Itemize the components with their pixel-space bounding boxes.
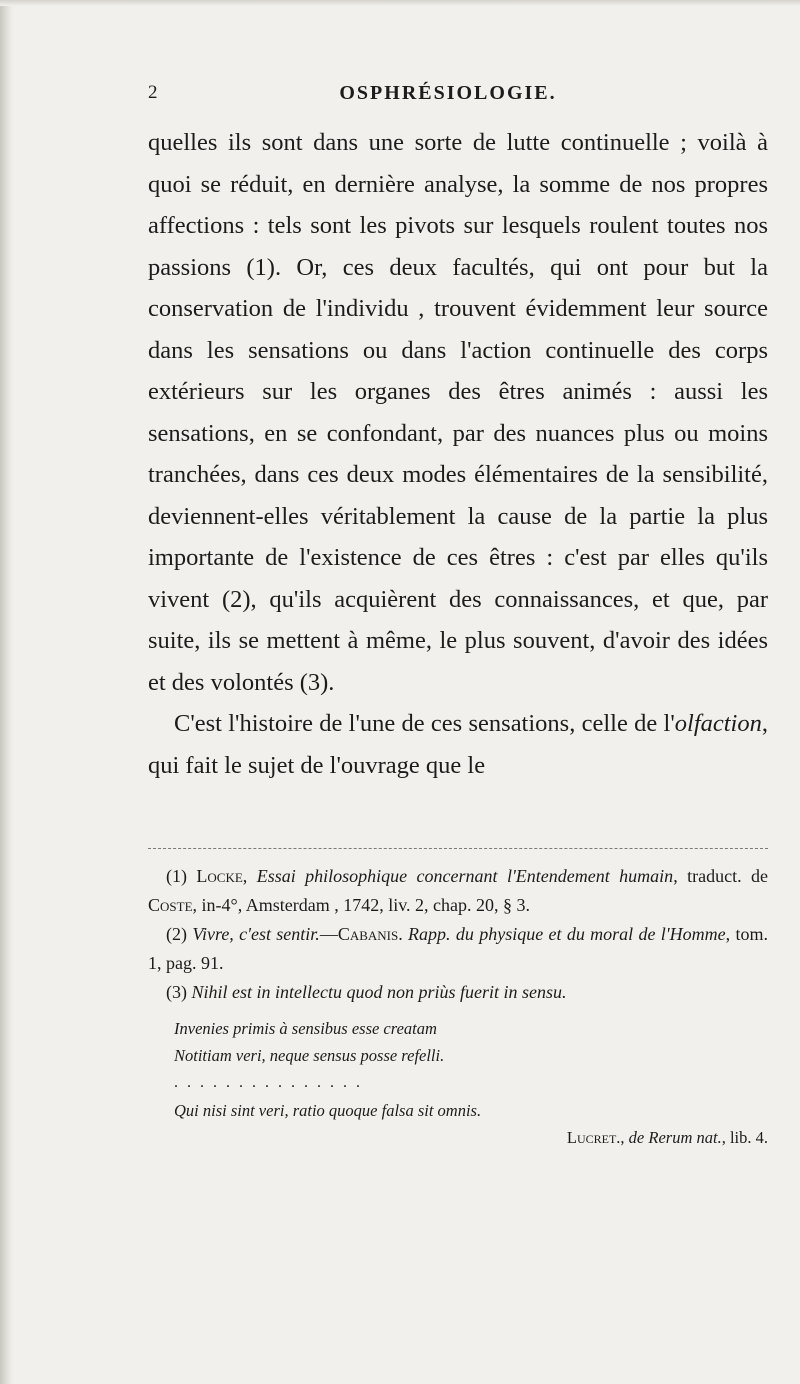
footnote-2-label: (2) (166, 924, 193, 944)
paragraph-2-start: C'est l'histoire de l'une de ces sensations, celle de l' (174, 710, 675, 737)
page-top-edge (0, 0, 800, 6)
verse-source-author: Lucret. (566, 1128, 621, 1147)
footnote-1-text-b: , in-4°, Amsterdam , 1742, liv. 2, chap. 20, § 3. (192, 895, 531, 915)
verse-line-3: Qui nisi sint veri, ratio quoque falsa sit omnis. (174, 1101, 482, 1120)
footnote-1: (1) Locke, Essai philosophique concernant l'Entendement humain, traduct. de Coste, in-4°, Amsterdam , 1742, liv. 2, chap. 20, § 3. (148, 866, 768, 915)
footnote-3 (148, 978, 768, 1007)
running-title: OSPHRÉSIOLOGIE. (339, 82, 557, 104)
paragraph-2-end: , qui fait le sujet de l'ouvrage que le (148, 710, 768, 779)
footnote-2-author: Cabanis (337, 924, 399, 944)
footnote-3-label: (3) (166, 982, 192, 1002)
footnote-2-dash: — (319, 924, 338, 944)
verse-line-1: Invenies primis à sensibus esse creatam (174, 1019, 437, 1038)
footnote-2-text: , tom. 1, pag. 91. (148, 924, 768, 973)
footnote-1-author: Locke (196, 866, 243, 886)
footnotes (148, 862, 768, 1151)
footnote-2-title: Rapp. du physique et du moral de l'Homme (408, 924, 726, 944)
footnote-2 (148, 920, 768, 978)
verse-source-title: de Rerum nat. (628, 1128, 722, 1147)
verse-source-sep: , (620, 1128, 629, 1147)
olfaction-term: olfaction (674, 710, 762, 737)
paragraph-1: quelles ils sont dans une sorte de lutte continuelle ; voilà à quoi se réduit, en dernière analyse, la somme de nos propres affections : tels sont les pivots sur lesquels roulent toutes nos passions (1). Or, ces deux facultés, qui ont pour but la conservation de l'individu , trouvent évidemment leur source dans les sensations ou dans l'action continuelle des corps extérieurs sur les organes des êtres animés : aussi les sensations, en se confondant, par des nuances plus ou moins tranchées, dans ces deux modes élémentaires de la sensibilité, deviennent-elles véritablement la cause de la partie la plus importante de l'existence de ces êtres : c'est par elles qu'ils vivent (2), qu'ils acquièrent des connaissances, et que, par suite, ils se mettent à même, le plus souvent, d'avoir des idées et des volontés (3). (148, 129, 768, 696)
footnote-2-sep: . (398, 924, 409, 944)
footnote-2-quote: Vivre, c'est sentir. (192, 924, 320, 944)
footnote-3-quote: Nihil est in intellectu quod non priùs fuerit in sensu. (191, 982, 567, 1002)
footnote-separator (148, 848, 768, 849)
footnote-1-label: (1) (166, 866, 197, 886)
ellipsis-line: ............... (174, 1074, 369, 1091)
verse-block-2 (174, 1097, 768, 1151)
footnote-1-text-a: , traduct. de (673, 866, 768, 886)
main-text (148, 122, 768, 786)
footnote-1-title: Essai philosophique concernant l'Entendement humain (256, 866, 674, 886)
verse-block (174, 1015, 768, 1069)
verse-line-2: Notitiam veri, neque sensus posse refelli. (174, 1046, 445, 1065)
verse-source-rest: , lib. 4. (721, 1128, 768, 1147)
page-header (148, 82, 748, 112)
page-number: 2 (148, 82, 158, 103)
footnote-1-translator: Coste (148, 895, 193, 915)
paragraph-2 (148, 703, 768, 786)
verse-source (174, 1124, 768, 1151)
page-left-edge (0, 0, 14, 1384)
